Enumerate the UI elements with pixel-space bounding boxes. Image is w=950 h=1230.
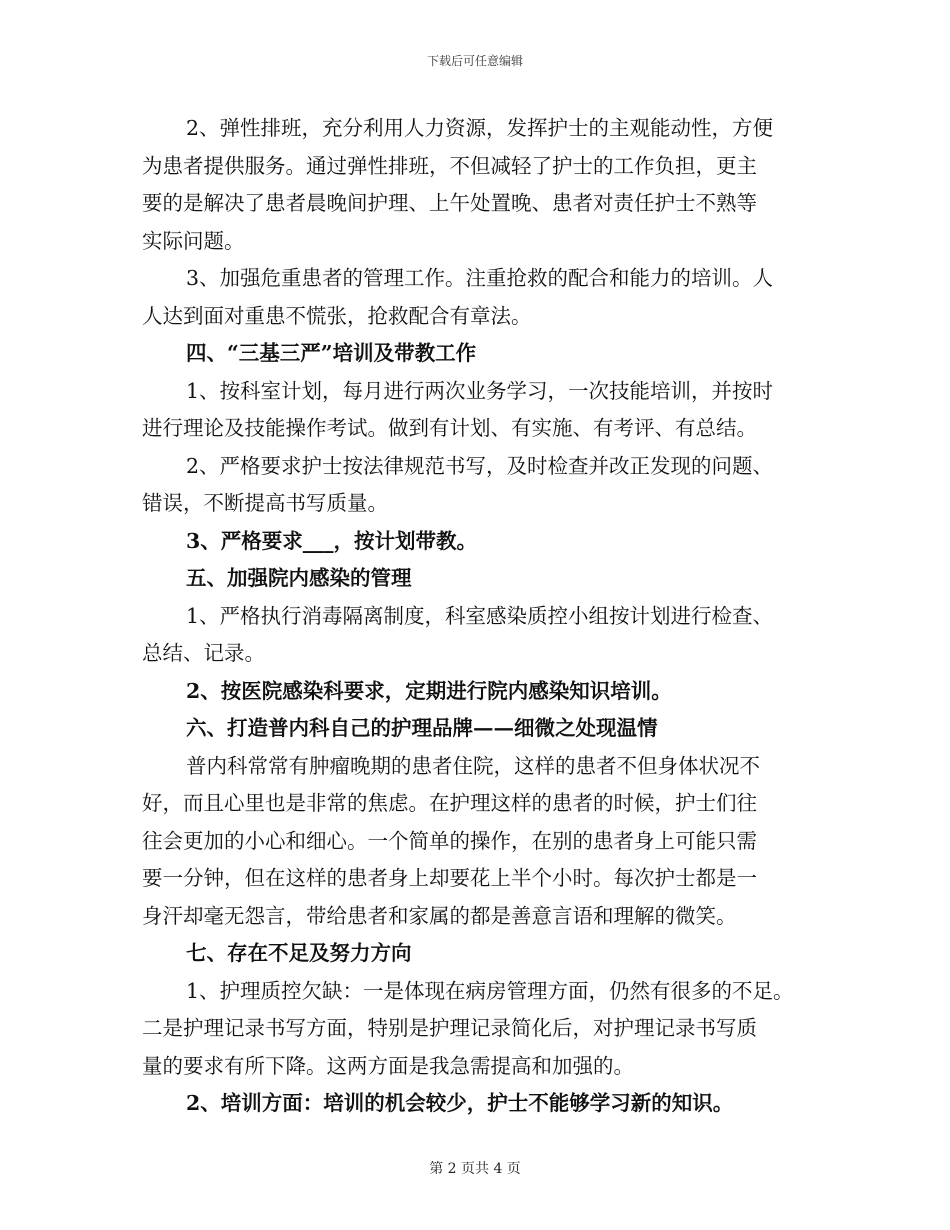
section-heading-line: 六、打造普内科自己的护理品牌——细微之处现温情 [186, 716, 658, 740]
paragraph-line: 要的是解决了患者晨晚间护理、上午处置晚、患者对责任护士不熟等 [142, 191, 757, 215]
section-heading-line: 四、“三基三严”培训及带教工作 [186, 341, 477, 365]
section-heading-line: 七、存在不足及努力方向 [186, 941, 412, 965]
paragraph-line: 身汗却毫无怨言，带给患者和家属的都是善意言语和理解的微笑。 [142, 903, 737, 928]
section-heading-line: 五、加强院内感染的管理 [186, 566, 412, 590]
paragraph-line: 3、加强危重患者的管理工作。注重抢救的配合和能力的培训。人 [186, 266, 774, 290]
paragraph-line: 进行理论及技能操作考试。做到有计划、有实施、有考评、有总结。 [142, 416, 757, 440]
paragraph-line: 普内科常常有肿瘤晚期的患者住院，这样的患者不但身体状况不 [186, 753, 760, 778]
page-header: 下载后可任意编辑 [426, 54, 523, 68]
section-heading-line: 3、严格要求___，按计划带教。 [186, 528, 478, 553]
paragraph-line: 要一分钟，但在这样的患者身上却要花上半个小时。每次护士都是一 [142, 866, 757, 890]
paragraph-line: 实际问题。 [142, 228, 245, 253]
paragraph-line: 总结、记录。 [142, 641, 265, 665]
paragraph-line: 1、严格执行消毒隔离制度，科室感染质控小组按计划进行检查、 [186, 603, 774, 628]
paragraph-line: 2、严格要求护士按法律规范书写，及时检查并改正发现的问题、 [186, 453, 774, 478]
paragraph-line: 人达到面对重患不慌张，抢救配合有章法。 [142, 303, 532, 328]
paragraph-line: 2、弹性排班，充分利用人力资源，发挥护士的主观能动性，方便 [186, 116, 774, 140]
paragraph-line: 1、按科室计划，每月进行两次业务学习，一次技能培训，并按时 [186, 378, 774, 403]
paragraph-line: 好，而且心里也是非常的焦虑。在护理这样的患者的时候，护士们往 [142, 791, 757, 815]
paragraph-line: 量的要求有所下降。这两方面是我急需提高和加强的。 [142, 1053, 634, 1078]
paragraph-line: 往会更加的小心和细心。一个简单的操作，在别的患者身上可能只需 [142, 828, 757, 853]
paragraph-line: 为患者提供服务。通过弹性排班，不但减轻了护士的工作负担，更主 [142, 153, 757, 178]
section-heading-line: 2、培训方面：培训的机会较少，护士不能够学习新的知识。 [186, 1091, 734, 1115]
page-footer: 第 2 页共 4 页 [429, 1161, 521, 1177]
paragraph-line: 1、护理质控欠缺：一是体现在病房管理方面，仍然有很多的不足。 [186, 978, 794, 1003]
paragraph-line: 二是护理记录书写方面，特别是护理记录简化后，对护理记录书写质 [142, 1016, 757, 1040]
section-heading-line: 2、按医院感染科要求，定期进行院内感染知识培训。 [186, 678, 672, 703]
paragraph-line: 错误，不断提高书写质量。 [142, 491, 388, 515]
document-body [142, 110, 842, 1123]
